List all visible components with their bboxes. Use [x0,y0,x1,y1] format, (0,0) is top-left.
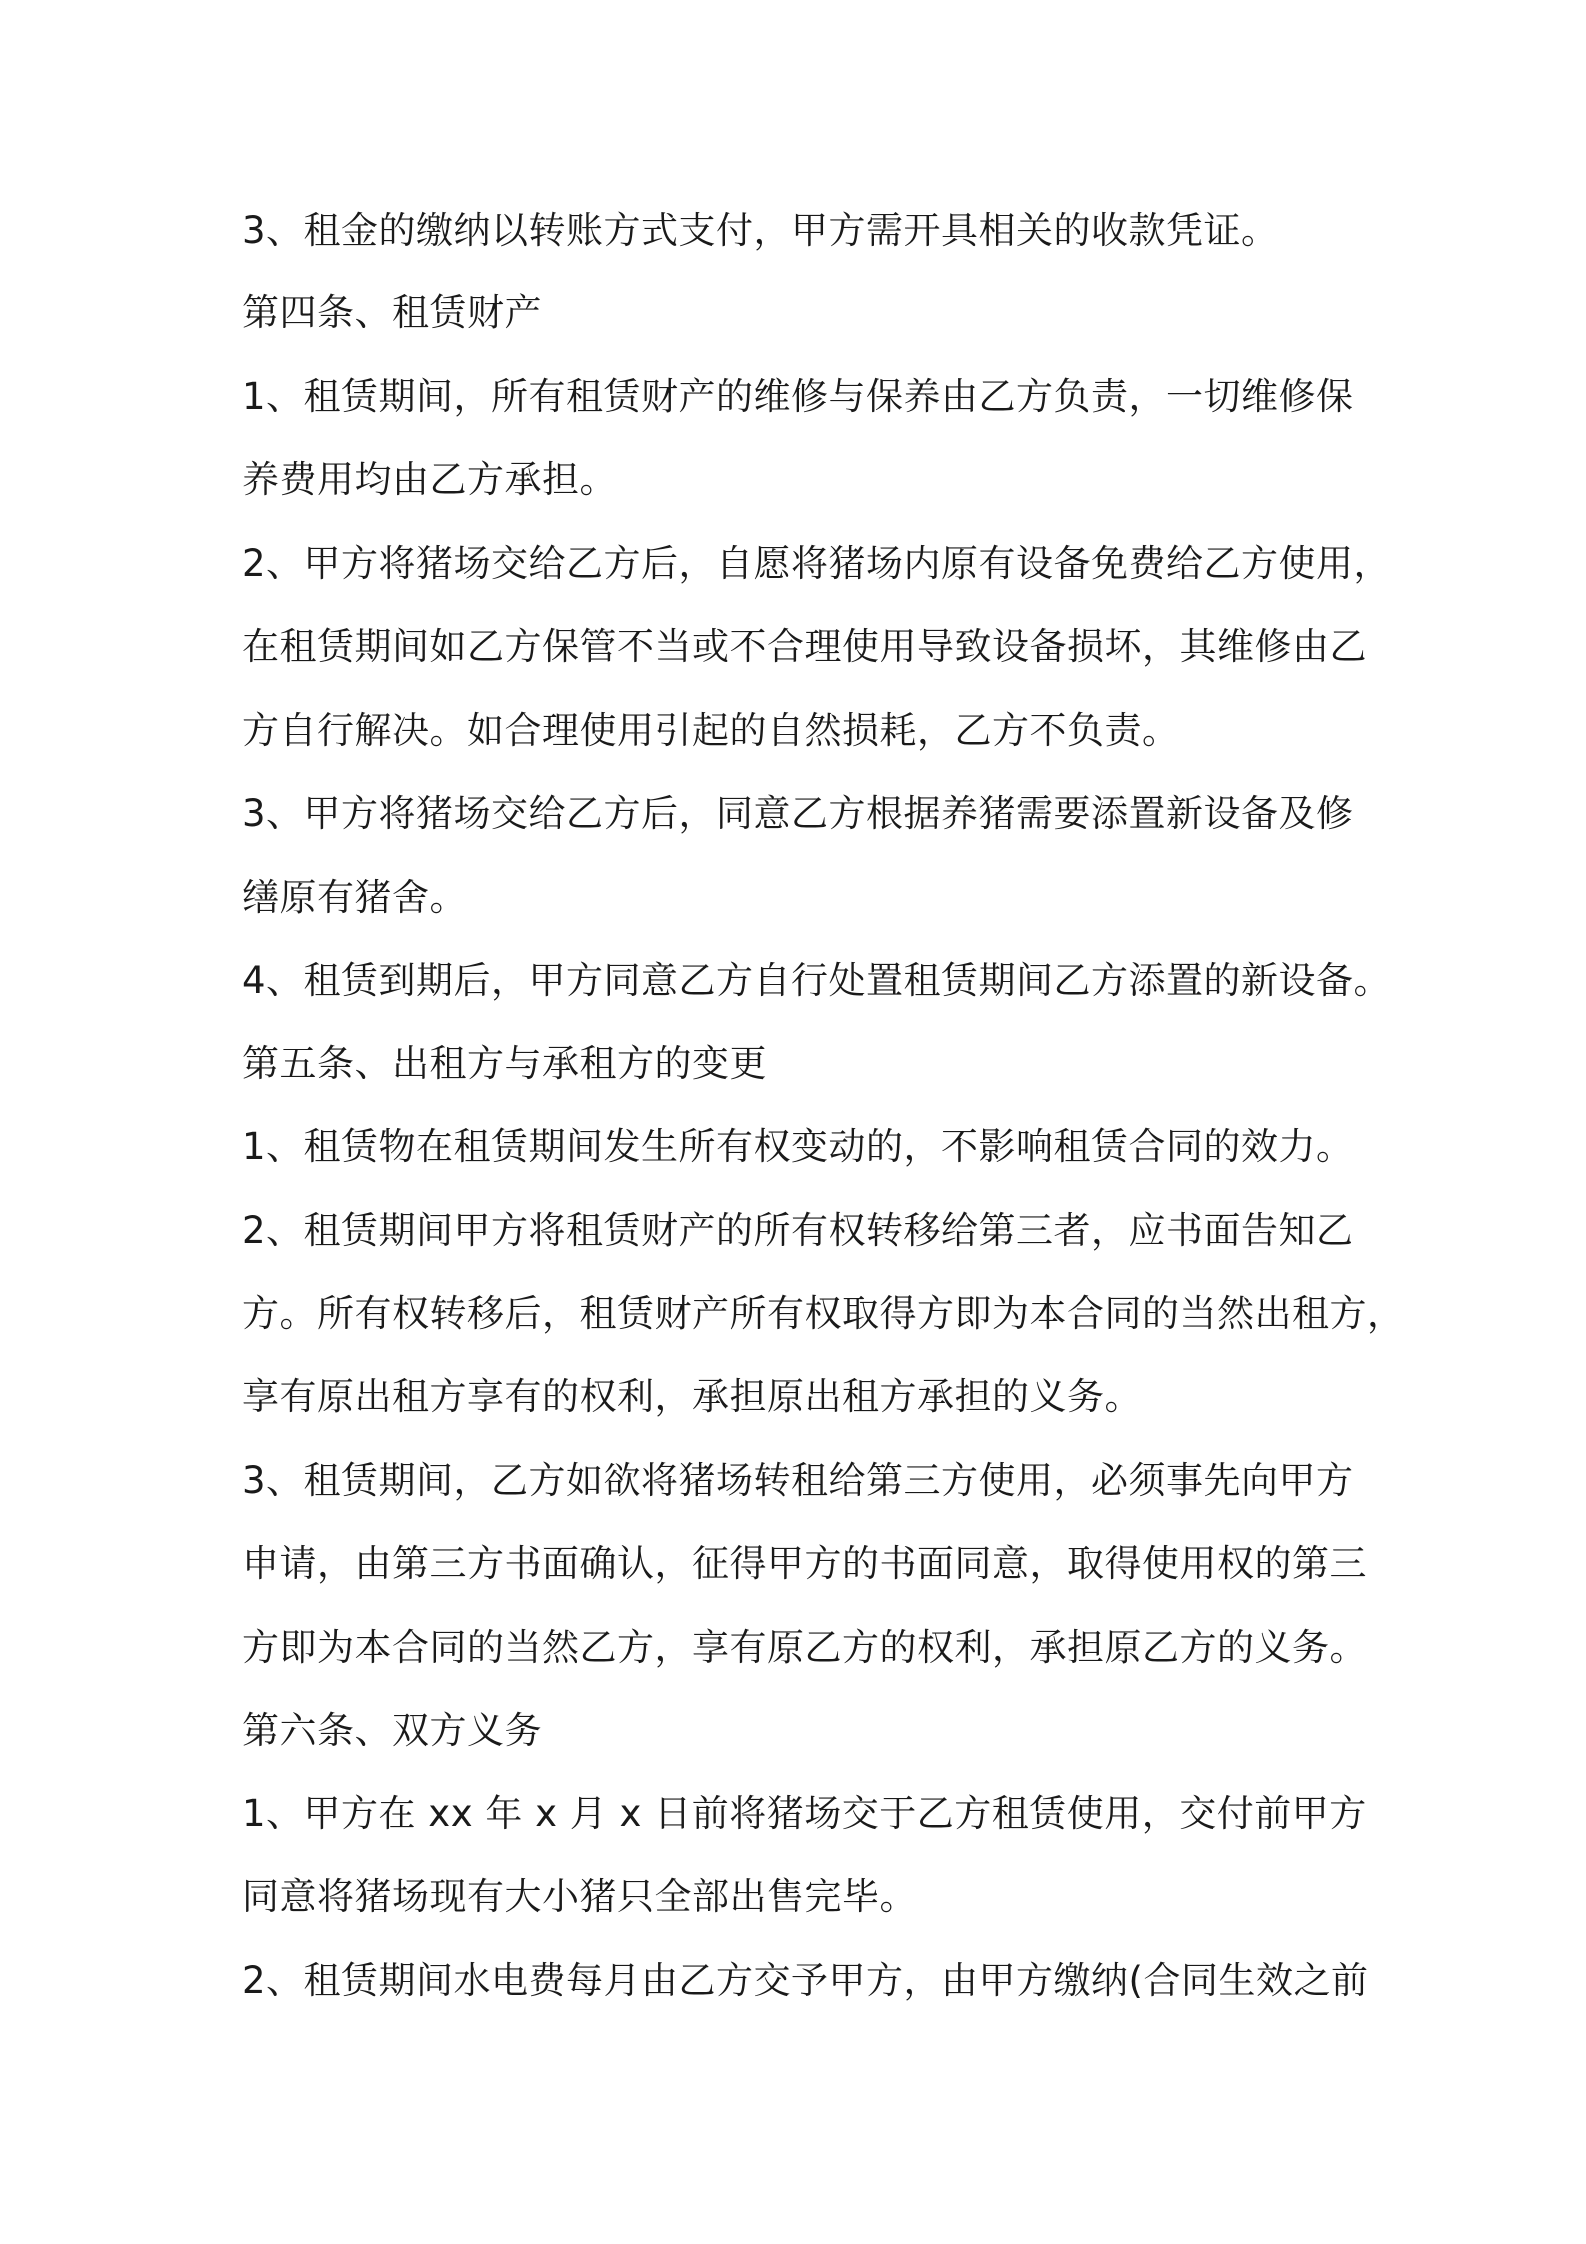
text-line: 方自行解决。如合理使用引起的自然损耗，乙方不负责。 [242,709,1180,752]
section-heading: 第四条、租赁财产 [242,291,542,334]
text-line: 同意将猪场现有大小猪只全部出售完毕。 [242,1875,917,1918]
text-line: 在租赁期间如乙方保管不当或不合理使用导致设备损坏，其维修由乙 [242,625,1367,668]
text-line: 2、甲方将猪场交给乙方后，自愿将猪场内原有设备免费给乙方使用， [242,542,1392,585]
text-line: 申请，由第三方书面确认，征得甲方的书面同意，取得使用权的第三 [242,1542,1367,1585]
text-line: 方。所有权转移后，租赁财产所有权取得方即为本合同的当然出租方， [242,1292,1405,1335]
section-heading: 第五条、出租方与承租方的变更 [242,1042,767,1085]
text-line: 1、甲方在 xx 年 x 月 x 日前将猪场交于乙方租赁使用，交付前甲方 [242,1792,1367,1835]
text-line: 2、租赁期间水电费每月由乙方交予甲方，由甲方缴纳(合同生效之前 [242,1959,1369,2002]
text-line: 1、租赁物在租赁期间发生所有权变动的，不影响租赁合同的效力。 [242,1125,1354,1168]
text-line: 缮原有猪舍。 [242,876,467,919]
text-line: 2、租赁期间甲方将租赁财产的所有权转移给第三者，应书面告知乙 [242,1209,1354,1252]
text-line: 享有原出租方享有的权利，承担原出租方承担的义务。 [242,1375,1142,1418]
section-heading: 第六条、双方义务 [242,1709,542,1752]
text-line: 方即为本合同的当然乙方，享有原乙方的权利，承担原乙方的义务。 [242,1626,1367,1669]
text-line: 1、租赁期间，所有租赁财产的维修与保养由乙方负责，一切维修保 [242,375,1354,418]
text-line: 4、租赁到期后，甲方同意乙方自行处置租赁期间乙方添置的新设备。 [242,959,1392,1002]
text-line: 3、甲方将猪场交给乙方后，同意乙方根据养猪需要添置新设备及修 [242,792,1354,835]
text-line: 3、租金的缴纳以转账方式支付，甲方需开具相关的收款凭证。 [242,209,1279,252]
text-line: 3、租赁期间，乙方如欲将猪场转租给第三方使用，必须事先向甲方 [242,1459,1354,1502]
text-line: 养费用均由乙方承担。 [242,458,617,501]
